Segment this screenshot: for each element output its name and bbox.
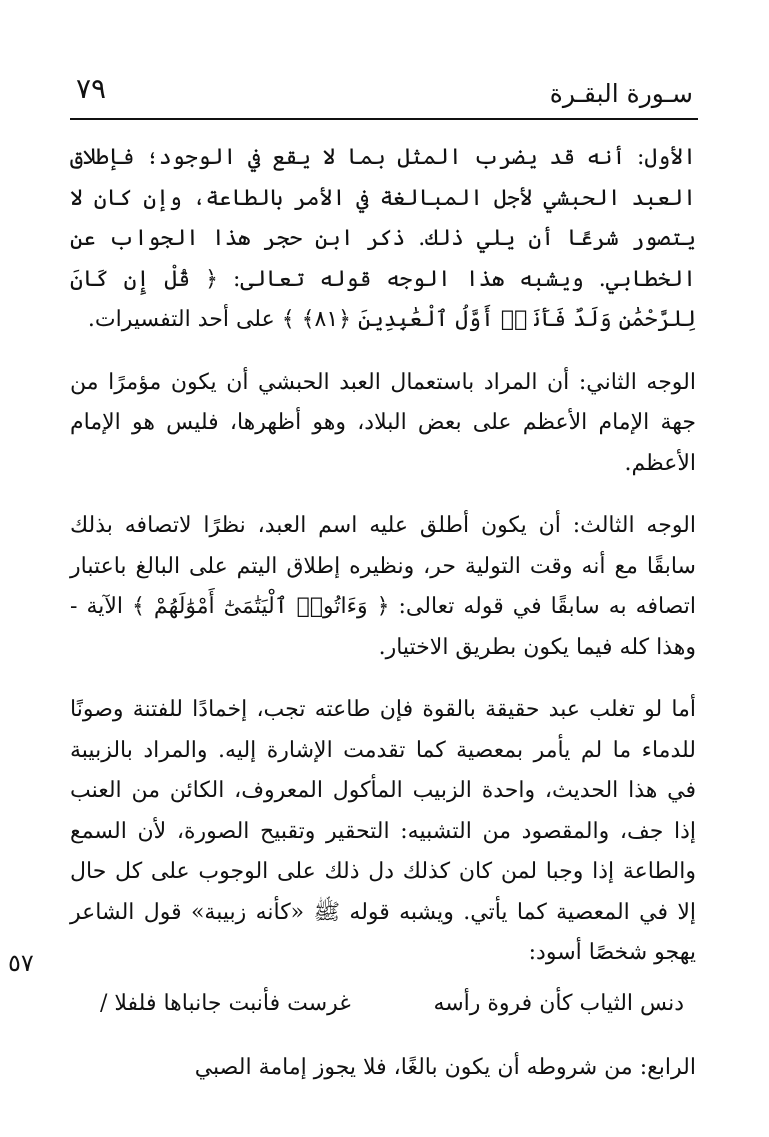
page-body — [70, 138, 696, 1110]
paragraph-first-aspect: الأول: أنه قد يضرب المثل بما لا يقع في الوجود؛ فإطلاق العبد الحبشي لأجل المبالغة في الأمر بالطاعة، وإن كان لا يتصور شرعًا أن يلي ذلك. ذكر ابن حجر هذا الجواب عن الخطابي. ويشبه هذا الوجه قوله تعالى: ﴿ قُلْ إِن كَانَ لِلرَّحْمَٰنِ وَلَدٌ فَأَنَا۠ أَوَّلُ ٱلْعَٰبِدِينَ ﴿٨١﴾ ﴾ على أحد التفسيرات. — [70, 145, 696, 332]
poetry-verse — [70, 984, 696, 1024]
paragraph-conquest: أما لو تغلب عبد حقيقة بالقوة فإن طاعته تجب، إخمادًا للفتنة وصونًا للدماء ما لم يأمر بمعصية كما تقدمت الإشارة إليه. والمراد بالزبيبة في هذا الحديث، واحدة الزبيب المأكول المعروف، الكائن من العنب إذا جف، والمقصود من التشبيه: التحقير وتقبيح الصورة، لأن السمع والطاعة إذا وجبا لمن كان كذلك دل ذلك على الوجوب على كل حال إلا في المعصية كما يأتي. ويشبه قوله ﷺ «كأنه زبيبة» قول الشاعر يهجو شخصًا أسود: — [70, 697, 696, 965]
margin-page-reference: ٥٧ — [8, 949, 34, 977]
verse-first-hemistich: دنس الثياب كأن فروة رأسه — [433, 990, 684, 1016]
paragraph-third-aspect: الوجه الثالث: أن يكون أطلق عليه اسم العبد، نظرًا لاتصافه بذلك سابقًا مع أنه وقت التولية حر، ونظيره إطلاق اليتم على البالغ باعتبار اتصافه به سابقًا في قوله تعالى: ﴿ وَءَاتُوا۟ ٱلْيَتَٰمَىٰٓ أَمْوَٰلَهُمْ ﴾ الآية - وهذا كله فيما يكون بطريق الاختيار. — [70, 513, 696, 660]
page-number: ٧٩ — [76, 72, 107, 105]
running-head: سـورة البقـرة — [549, 79, 693, 108]
paragraph-second-aspect: الوجه الثاني: أن المراد باستعمال العبد الحبشي أن يكون مؤمرًا من جهة الإمام الأعظم على بعض البلاد، وهو أظهرها، فليس هو الإمام الأعظم. — [70, 369, 696, 476]
verse-second-hemistich: غرست فأنبت جانباها فلفلا / — [100, 990, 351, 1016]
header-divider — [70, 118, 698, 120]
paragraph-fourth-condition: الرابع: من شروطه أن يكون بالغًا، فلا يجوز إمامة الصبي — [194, 1054, 696, 1080]
